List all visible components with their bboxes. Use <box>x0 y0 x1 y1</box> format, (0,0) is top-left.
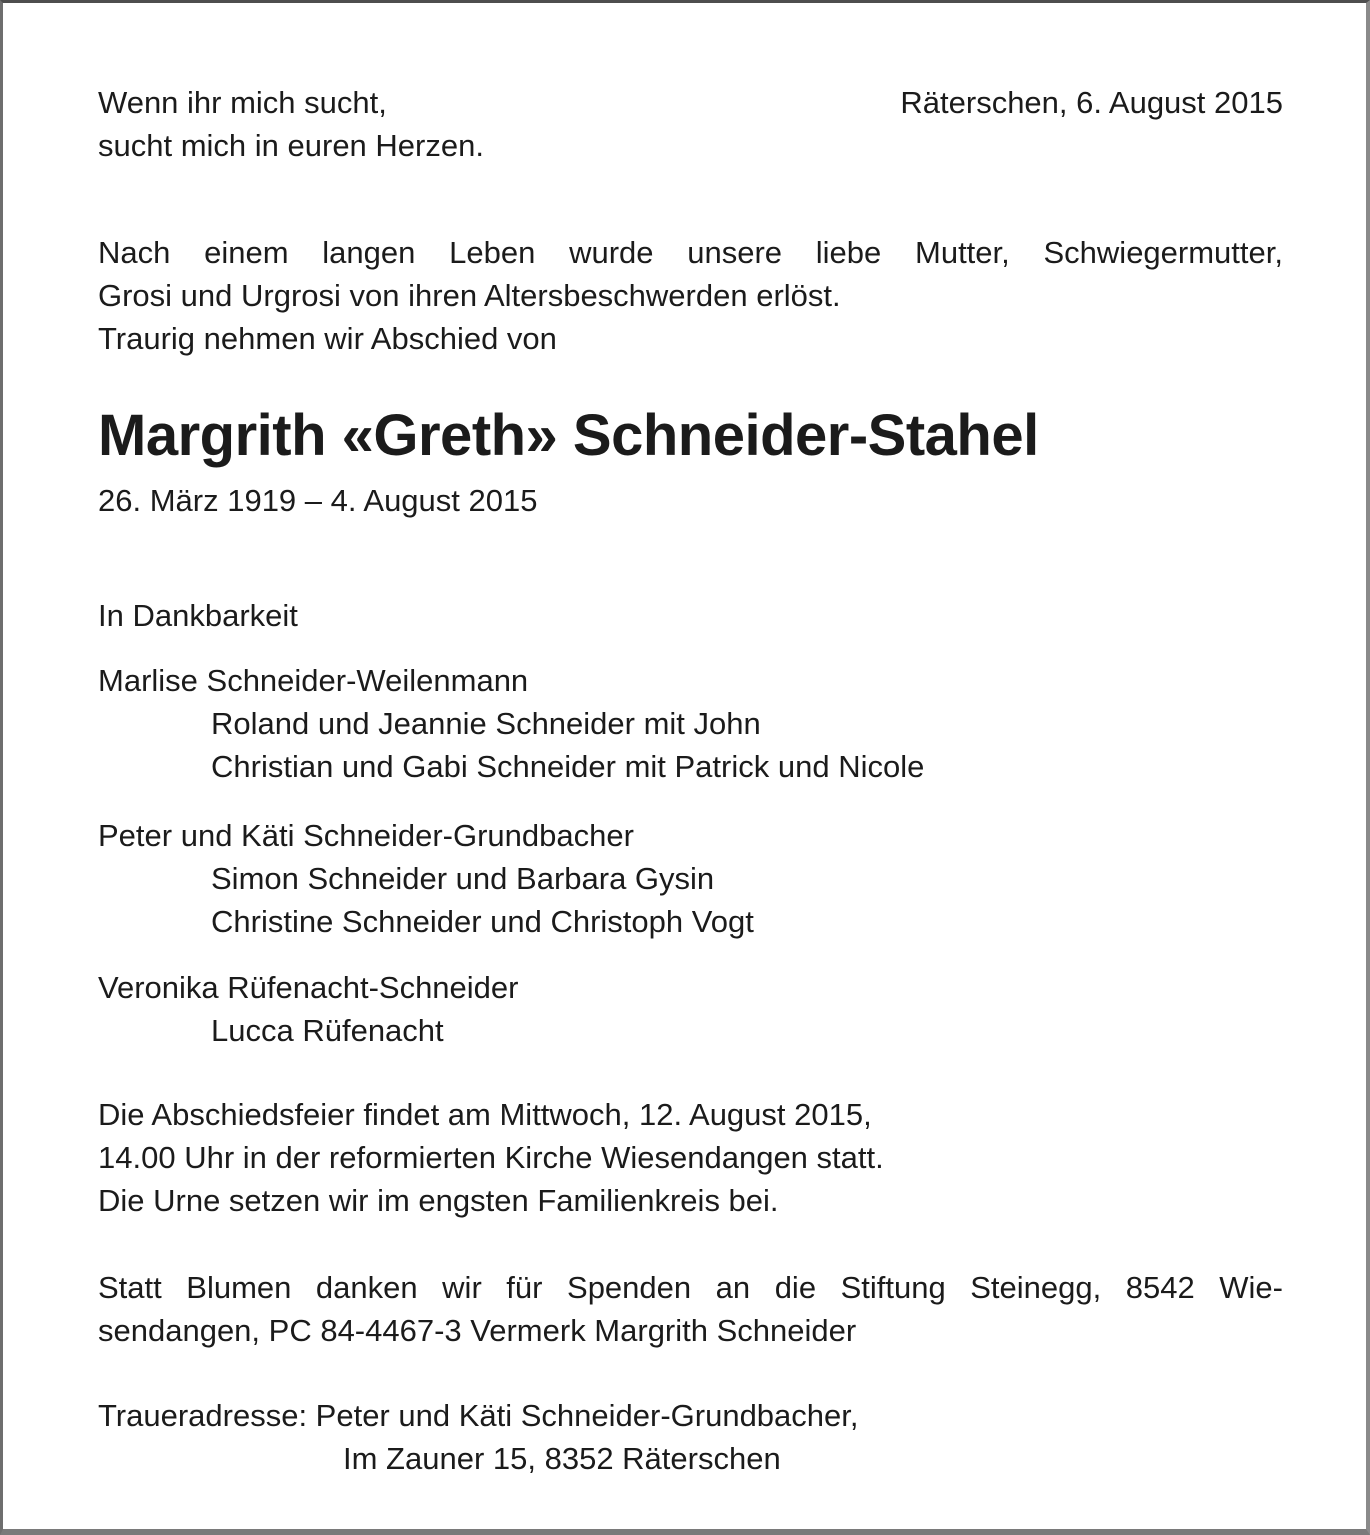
family-group <box>98 966 1283 1052</box>
service-paragraph <box>98 1093 1283 1222</box>
family-group <box>98 659 1283 788</box>
family-member: Simon Schneider und Barbara Gysin <box>211 861 715 896</box>
intro-paragraph <box>98 231 1283 360</box>
service-line: 14.00 Uhr in der reformierten Kirche Wiesendangen statt. <box>98 1140 884 1175</box>
life-dates: 26. März 1919 – 4. August 2015 <box>98 483 538 518</box>
epitaph-quote-line: sucht mich in euren Herzen. <box>98 128 484 163</box>
service-line: Die Abschiedsfeier findet am Mittwoch, 12. August 2015, <box>98 1097 872 1132</box>
place-and-date: Räterschen, 6. August 2015 <box>900 85 1283 120</box>
mourning-address-line: Im Zauner 15, 8352 Räterschen <box>343 1441 781 1476</box>
family-head: Peter und Käti Schneider-Grundbacher <box>98 818 634 853</box>
service-line: Die Urne setzen wir im engsten Familienkreis bei. <box>98 1183 779 1218</box>
deceased-name: Margrith «Greth» Schneider-Stahel <box>98 403 1039 468</box>
family-head: Veronika Rüfenacht-Schneider <box>98 970 519 1005</box>
donation-line: Statt Blumen danken wir für Spenden an die Stiftung Steinegg, 8542 Wie- <box>98 1270 1283 1305</box>
family-head: Marlise Schneider-Weilenmann <box>98 663 529 698</box>
intro-line: Traurig nehmen wir Abschied von <box>98 321 557 356</box>
donation-line: sendangen, PC 84-4467-3 Vermerk Margrith Schneider <box>98 1313 857 1348</box>
donation-paragraph <box>98 1266 1283 1352</box>
family-member: Christian und Gabi Schneider mit Patrick und Nicole <box>211 749 925 784</box>
family-member: Lucca Rüfenacht <box>211 1013 444 1048</box>
mourning-address-line: Traueradresse: Peter und Käti Schneider-Grundbacher, <box>98 1398 859 1433</box>
intro-line: Grosi und Urgrosi von ihren Altersbeschwerden erlöst. <box>98 278 841 313</box>
family-group <box>98 814 1283 943</box>
family-member: Roland und Jeannie Schneider mit John <box>211 706 761 741</box>
intro-line: Nach einem langen Leben wurde unsere liebe Mutter, Schwiegermutter, <box>98 235 1283 270</box>
mourning-address <box>98 1394 1283 1480</box>
epitaph-quote <box>98 81 484 167</box>
epitaph-quote-line: Wenn ihr mich sucht, <box>98 85 387 120</box>
family-member: Christine Schneider und Christoph Vogt <box>211 904 754 939</box>
gratitude-line: In Dankbarkeit <box>98 598 298 633</box>
header-row <box>98 81 1283 167</box>
